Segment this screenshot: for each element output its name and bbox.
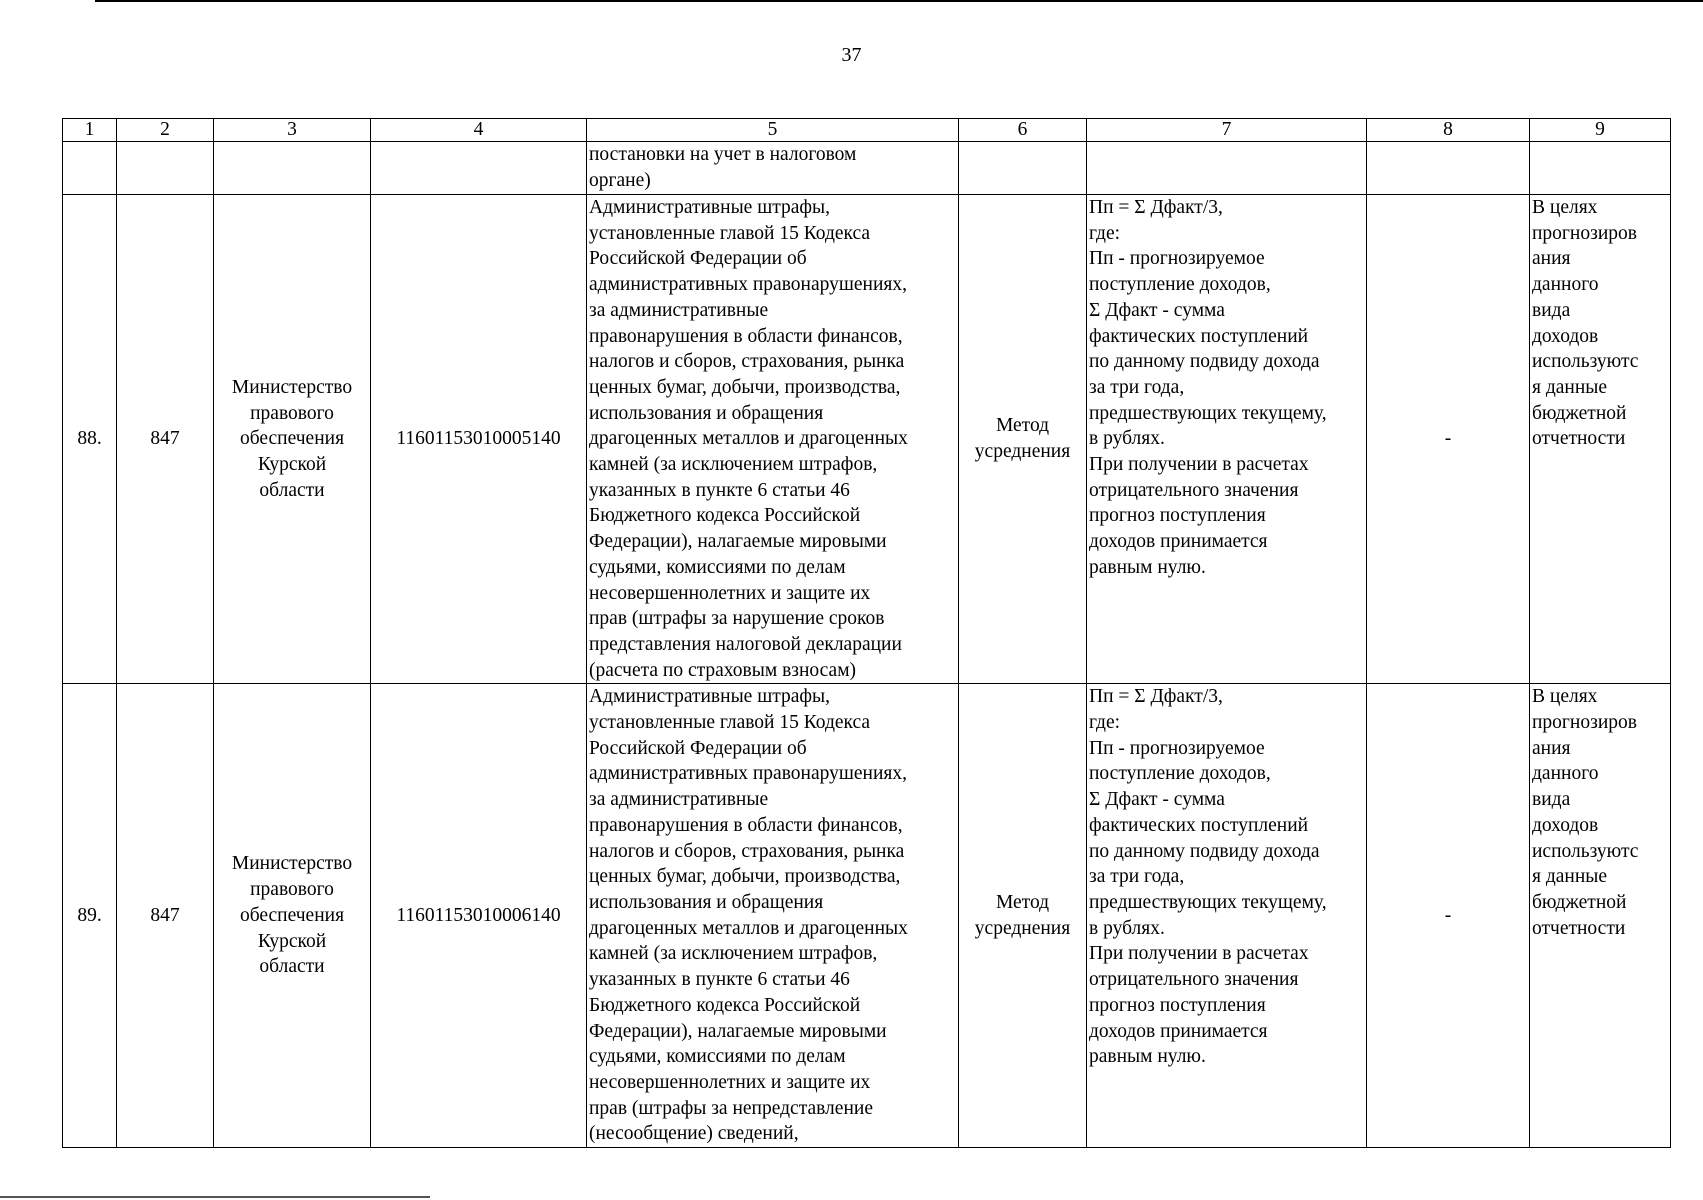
- top-rule: [95, 0, 1703, 2]
- empty-cell: [1530, 142, 1671, 195]
- forecast-formula: Пп = Σ Дфакт/3, где: Пп - прогнозируемое поступление доходов, Σ Дфакт - сумма фактических поступлений по данному подвиду дохода за три года, предшествующих текущему, в рублях. При получении в расчетах отрицательного значения прогноз поступления доходов принимается равным нулю.: [1087, 684, 1367, 1148]
- row-number: 88.: [63, 195, 117, 684]
- admin-code: 847: [117, 195, 214, 684]
- column-number: 2: [117, 119, 214, 142]
- administrator-name: Министерство правового обеспечения Курской области: [214, 195, 371, 684]
- row-number: 89.: [63, 684, 117, 1148]
- forecast-note: В целях прогнозиров ания данного вида доходов используютс я данные бюджетной отчетности: [1530, 684, 1671, 1148]
- revenue-forecast-table: [62, 118, 1671, 1148]
- empty-cell: [214, 142, 371, 195]
- empty-cell: [117, 142, 214, 195]
- column-8-value: -: [1367, 195, 1530, 684]
- admin-code: 847: [117, 684, 214, 1148]
- empty-cell: [1087, 142, 1367, 195]
- description-continuation: постановки на учет в налоговом органе): [587, 142, 959, 195]
- continuation-row: [63, 142, 1671, 195]
- revenue-description: Административные штрафы, установленные главой 15 Кодекса Российской Федерации об административных правонарушениях, за административные правонарушения в области финансов, налогов и сборов, страхования, рынка ценных бумаг, добычи, производства, использования и обращения драгоценных металлов и драгоценных камней (за исключением штрафов, указанных в пункте 6 статьи 46 Бюджетного кодекса Российской Федерации), налагаемые мировыми судьями, комиссиями по делам несовершеннолетних и защите их прав (штрафы за непредставление (несообщение) сведений,: [587, 684, 959, 1148]
- table-row: [63, 684, 1671, 1148]
- table-row: [63, 195, 1671, 684]
- empty-cell: [1367, 142, 1530, 195]
- column-number: 6: [959, 119, 1087, 142]
- revenue-description: Административные штрафы, установленные главой 15 Кодекса Российской Федерации об административных правонарушениях, за административные правонарушения в области финансов, налогов и сборов, страхования, рынка ценных бумаг, добычи, производства, использования и обращения драгоценных металлов и драгоценных камней (за исключением штрафов, указанных в пункте 6 статьи 46 Бюджетного кодекса Российской Федерации), налагаемые мировыми судьями, комиссиями по делам несовершеннолетних и защите их прав (штрафы за нарушение сроков представления налоговой декларации (расчета по страховым взносам): [587, 195, 959, 684]
- column-number: 7: [1087, 119, 1367, 142]
- column-number: 5: [587, 119, 959, 142]
- empty-cell: [63, 142, 117, 195]
- column-number: 9: [1530, 119, 1671, 142]
- page-number: 37: [841, 44, 862, 66]
- column-number: 8: [1367, 119, 1530, 142]
- administrator-name: Министерство правового обеспечения Курской области: [214, 684, 371, 1148]
- forecast-method: Метод усреднения: [959, 684, 1087, 1148]
- column-number: 3: [214, 119, 371, 142]
- column-number: 1: [63, 119, 117, 142]
- forecast-note: В целях прогнозиров ания данного вида доходов используютс я данные бюджетной отчетности: [1530, 195, 1671, 684]
- kbk-code: 11601153010006140: [371, 684, 587, 1148]
- column-8-value: -: [1367, 684, 1530, 1148]
- empty-cell: [959, 142, 1087, 195]
- forecast-method: Метод усреднения: [959, 195, 1087, 684]
- forecast-formula: Пп = Σ Дфакт/3, где: Пп - прогнозируемое поступление доходов, Σ Дфакт - сумма фактических поступлений по данному подвиду дохода за три года, предшествующих текущему, в рублях. При получении в расчетах отрицательного значения прогноз поступления доходов принимается равным нулю.: [1087, 195, 1367, 684]
- bottom-rule: [0, 1196, 430, 1198]
- column-number-row: [63, 119, 1671, 142]
- column-number: 4: [371, 119, 587, 142]
- empty-cell: [371, 142, 587, 195]
- kbk-code: 11601153010005140: [371, 195, 587, 684]
